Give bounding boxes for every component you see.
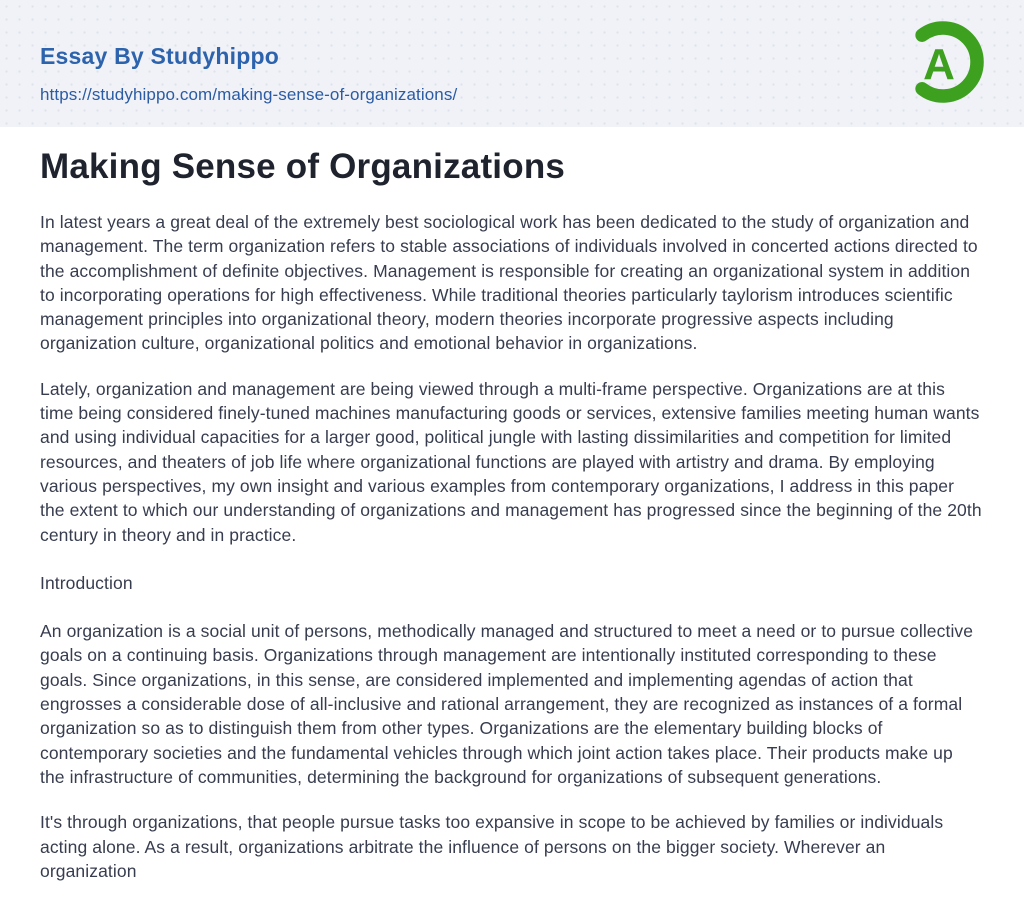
essay-content xyxy=(0,145,1024,883)
page-header xyxy=(0,0,1024,127)
essay-paragraph-1: In latest years a great deal of the extremely best sociological work has been dedicated to the study of organization and management. The term organization refers to stable associations of individuals involved in concerted actions directed to the accomplishment of definite objectives. Management is responsible for creating an organizational system in addition to incorporating operations for high effectiveness. While traditional theories particularly taylorism introduces scientific management principles into organizational theory, modern theories incorporate progressive aspects including organization culture, organizational politics and emotional behavior in organizations. xyxy=(40,212,978,354)
essay-title: Making Sense of Organizations xyxy=(40,147,566,186)
open-circle-arc-icon xyxy=(901,20,985,104)
logo-letter: A xyxy=(923,40,955,89)
essay-paragraph-4: It's through organizations, that people pursue tasks too expansive in scope to be achieved by families or individuals acting alone. As a result, organizations arbitrate the influence of persons on the bigger society. Wherever an organization xyxy=(40,812,944,881)
essay-paragraph-2: Lately, organization and management are being viewed through a multi-frame perspective. Organizations are at this time being considered finely-tuned machines manufacturing goods or services, extensive families meeting human wants and using individual capacities for a larger good, political jungle with lasting dissimilarities and competition for limited resources, and theaters of job life where organizational functions are played with artistry and drama. By employing various perspectives, my own insight and various examples from contemporary organizations, I address in this paper the extent to which our understanding of organizations and management has progressed since the beginning of the 20th century in theory and in practice. xyxy=(40,378,982,545)
section-heading-introduction: Introduction xyxy=(40,572,133,593)
essay-paragraph-3: An organization is a social unit of persons, methodically managed and structured to meet a need or to pursue collective goals on a continuing basis. Organizations through management are intentionally instituted corresponding to these goals. Since organizations, in this sense, are considered implemented and implementing agendas of action that engrosses a considerable dose of all-inclusive and rational arrangement, they are recognized as instances of a formal organization so as to distinguish them from other types. Organizations are the elementary building blocks of contemporary societies and the fundamental vehicles through which joint action takes place. Their products make up the infrastructure of communities, determining the background for organizations of subsequent generations. xyxy=(40,621,974,787)
studyhippo-logo xyxy=(901,20,985,104)
essay-source-title: Essay By Studyhippo xyxy=(40,43,279,69)
essay-source-url[interactable]: https://studyhippo.com/making-sense-of-organizations/ xyxy=(40,85,458,104)
